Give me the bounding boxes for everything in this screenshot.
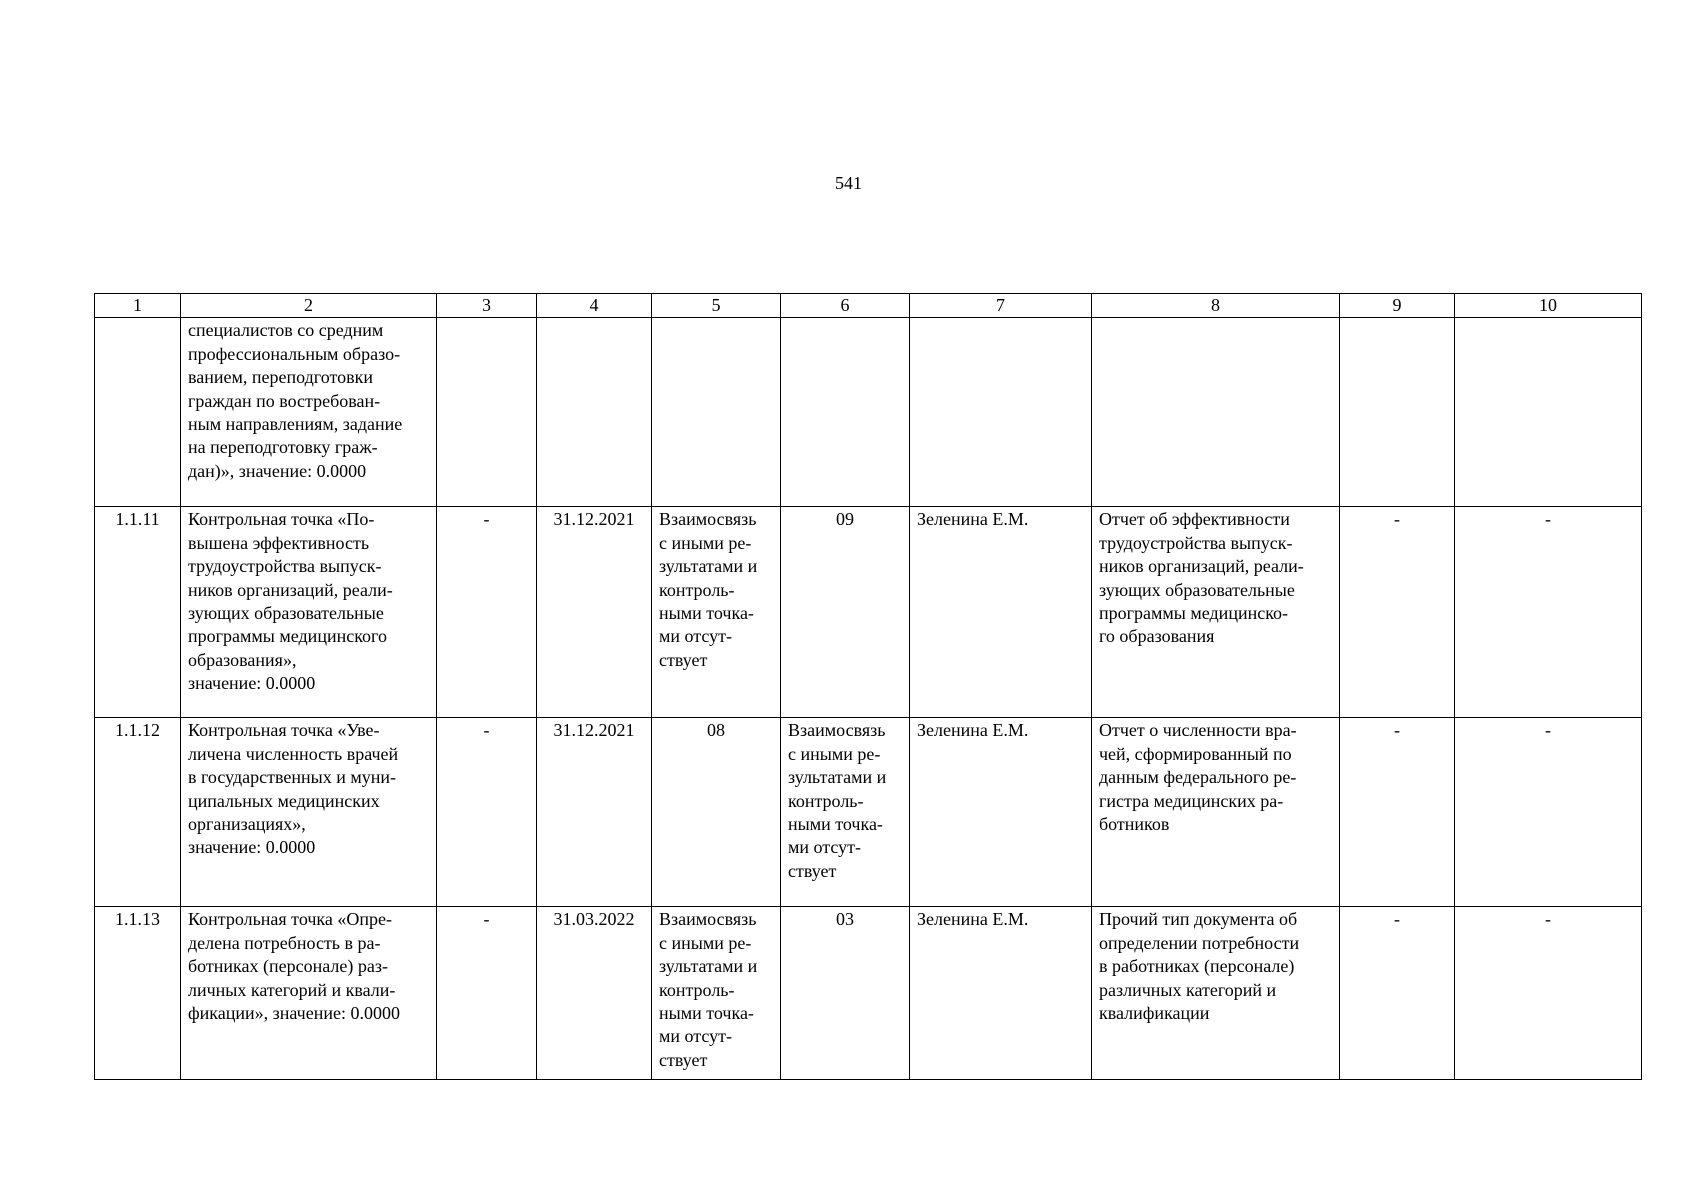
cell-description: Контрольная точка «Опре- делена потребность в ра- ботниках (персонале) раз- личных категорий и квали- фикации», значение: 0.0000 [181, 907, 437, 1080]
cell-document: Отчет о численности вра- чей, сформированный по данным федерального ре- гистра медицинских ра- ботников [1092, 718, 1340, 907]
header-col-6: 6 [781, 294, 910, 318]
cell-code: 03 [781, 907, 910, 1080]
header-col-7: 7 [910, 294, 1092, 318]
cell-relationship: Взаимосвязь с иными ре- зультатами и контроль- ными точка- ми отсут- ствует [652, 507, 781, 718]
cell-code: 09 [781, 507, 910, 718]
table-row [95, 907, 1642, 1080]
cell-col-6 [781, 318, 910, 507]
header-col-3: 3 [437, 294, 537, 318]
cell-document: Отчет об эффективности трудоустройства выпуск- ников организаций, реали- зующих образовательные программы медицинско- го образования [1092, 507, 1340, 718]
header-col-8: 8 [1092, 294, 1340, 318]
cell-col-3: - [437, 718, 537, 907]
cell-document [1092, 318, 1340, 507]
header-row [95, 294, 1642, 318]
cell-description: Контрольная точка «Уве- личена численность врачей в государственных и муни- ципальных медицинских организациях», значение: 0.0000 [181, 718, 437, 907]
cell-col-9: - [1340, 907, 1455, 1080]
cell-col-9 [1340, 318, 1455, 507]
cell-col-10: - [1455, 507, 1642, 718]
cell-description: Контрольная точка «По- вышена эффективность трудоустройства выпуск- ников организаций, реали- зующих образовательные программы медицинского образования», значение: 0.0000 [181, 507, 437, 718]
header-col-10: 10 [1455, 294, 1642, 318]
cell-responsible: Зеленина Е.М. [910, 718, 1092, 907]
header-col-2: 2 [181, 294, 437, 318]
table-row [95, 318, 1642, 507]
cell-number: 1.1.12 [95, 718, 181, 907]
cell-date: 31.12.2021 [537, 507, 652, 718]
header-col-1: 1 [95, 294, 181, 318]
control-points-table [94, 293, 1642, 1080]
cell-col-10 [1455, 318, 1642, 507]
cell-responsible: Зеленина Е.М. [910, 907, 1092, 1080]
cell-date [537, 318, 652, 507]
cell-col-5 [652, 318, 781, 507]
page-number: 541 [835, 173, 862, 193]
cell-number [95, 318, 181, 507]
header-col-4: 4 [537, 294, 652, 318]
cell-col-10: - [1455, 718, 1642, 907]
cell-responsible [910, 318, 1092, 507]
cell-col-9: - [1340, 718, 1455, 907]
header-col-9: 9 [1340, 294, 1455, 318]
cell-relationship: Взаимосвязь с иными ре- зультатами и контроль- ными точка- ми отсут- ствует [652, 907, 781, 1080]
cell-col-3 [437, 318, 537, 507]
header-col-5: 5 [652, 294, 781, 318]
cell-relationship: Взаимосвязь с иными ре- зультатами и контроль- ными точка- ми отсут- ствует [781, 718, 910, 907]
cell-code: 08 [652, 718, 781, 907]
cell-date: 31.03.2022 [537, 907, 652, 1080]
cell-col-3: - [437, 507, 537, 718]
cell-responsible: Зеленина Е.М. [910, 507, 1092, 718]
cell-date: 31.12.2021 [537, 718, 652, 907]
cell-number: 1.1.11 [95, 507, 181, 718]
cell-document: Прочий тип документа об определении потребности в работниках (персонале) различных категорий и квалификации [1092, 907, 1340, 1080]
table-row [95, 718, 1642, 907]
table-row [95, 507, 1642, 718]
cell-number: 1.1.13 [95, 907, 181, 1080]
cell-description: специалистов со средним профессиональным образо- ванием, переподготовки граждан по востребован- ным направлениям, задание на переподготовку граж- дан)», значение: 0.0000 [181, 318, 437, 507]
cell-col-3: - [437, 907, 537, 1080]
cell-col-9: - [1340, 507, 1455, 718]
cell-col-10: - [1455, 907, 1642, 1080]
